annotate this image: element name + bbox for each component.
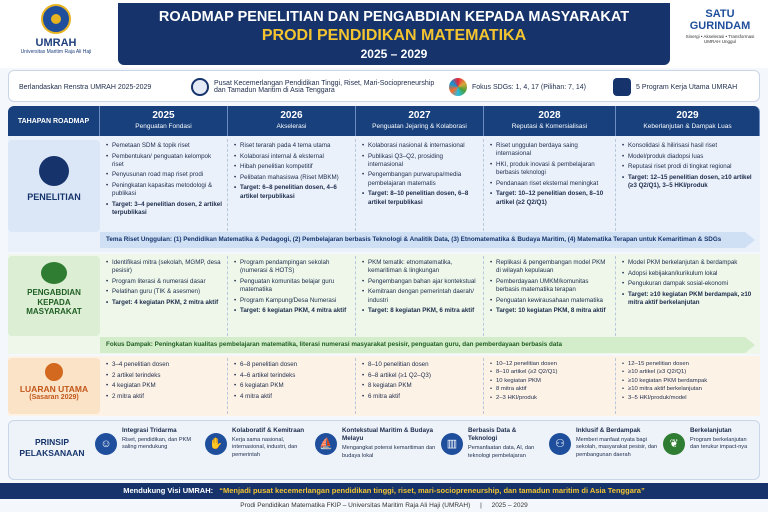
- principle-item: [441, 427, 547, 477]
- people-icon: ☺: [95, 433, 117, 455]
- roadmap-table: [8, 106, 760, 416]
- list-item: • 8–10 artikel (≥2 Q2/Q1): [490, 369, 611, 376]
- list-item: • Pengukuran dampak sosial-ekonomi: [622, 280, 756, 288]
- pengabdian-cell-2027: [356, 256, 484, 336]
- principle-title: Kontekstual Maritim & Budaya Melayu: [342, 427, 433, 443]
- principle-item: [95, 427, 203, 477]
- list-item: • Adopsi kebijakan/kurikulum lokal: [622, 270, 756, 278]
- list-item: • Program pendampingan sekolah (numerasi & HOTS): [234, 259, 351, 276]
- penelitian-label-box: [8, 140, 100, 232]
- vision-bar: [0, 483, 768, 499]
- list-item: • Pelibatan mahasiswa (Riset MBKM): [234, 174, 351, 182]
- list-item: • Model/produk diadopsi luas: [622, 153, 756, 161]
- list-item: • 6–8 artikel (≥1 Q2–Q3): [362, 372, 479, 380]
- year-header: [100, 106, 228, 136]
- list-item: • 10 kegiatan PKM: [490, 378, 611, 385]
- pengabdian-cell-2028: [484, 256, 616, 336]
- footer-period: 2025 – 2029: [491, 502, 528, 509]
- principle-desc: Riset, pendidikan, dan PKM saling mendukung: [122, 437, 192, 451]
- header: [0, 0, 768, 68]
- list-item: • ≥10 mitra aktif berkelanjutan: [622, 386, 756, 393]
- umrah-name: UMRAH: [35, 37, 77, 49]
- list-item: • Pengembangan bahan ajar kontekstual: [362, 278, 479, 286]
- list-item: • Peningkatan kapasitas metodologi & publikasi: [106, 182, 223, 199]
- footer-separator: |: [480, 502, 482, 509]
- year-theme: Akselerasi: [276, 123, 307, 130]
- year-label: 2029: [676, 110, 699, 121]
- sdgs-text: Fokus SDGs: 1, 4, 17 (Pilihan: 7, 14): [472, 83, 586, 91]
- list-item: • Publikasi Q3–Q2, prosiding internasional: [362, 153, 479, 170]
- logo-sub: UMRAH Unggul: [703, 39, 736, 44]
- penelitian-label: PENELITIAN: [27, 192, 81, 202]
- title-banner: [118, 3, 670, 65]
- luaran-cell-2028: [484, 358, 616, 414]
- list-item: • 4 kegiatan PKM: [106, 382, 223, 390]
- principles-panel: [8, 420, 760, 480]
- year-header: [484, 106, 616, 136]
- list-item: • 12–15 penelitian dosen: [622, 361, 756, 368]
- page-title: ROADMAP PENELITIAN DAN PENGABDIAN KEPADA MASYARAKAT: [158, 9, 630, 25]
- luaran-cell-2026: [228, 358, 356, 414]
- target-icon: [45, 363, 63, 381]
- target-item: • Target: 10–12 penelitian dosen, 8–10 artikel (≥2 Q2/Q1): [490, 190, 611, 207]
- list-item: • 6 kegiatan PKM: [234, 382, 351, 390]
- year-header: [356, 106, 484, 136]
- list-item: • 8 kegiatan PKM: [362, 382, 479, 390]
- umrah-logo: [8, 4, 104, 64]
- principle-title: Inklusif & Berdampak: [576, 427, 641, 434]
- principle-item: [315, 427, 439, 477]
- page-subtitle: PRODI PENDIDIKAN MATEMATIKA: [261, 27, 527, 44]
- list-item: • 2–3 HKI/produk: [490, 395, 611, 402]
- table-corner-label: TAHAPAN ROADMAP: [8, 106, 100, 136]
- gear-people-icon: [613, 78, 631, 96]
- year-label: 2026: [280, 110, 303, 121]
- list-item: • Reputasi riset prodi di tingkat regional: [622, 163, 756, 171]
- center-item: [191, 71, 447, 103]
- list-item: • 6–8 penelitian dosen: [234, 361, 351, 369]
- research-theme-banner: Tema Riset Unggulan: (1) Pendidikan Matematika & Pedagogi, (2) Pembelajaran berbasis Teknologi & Analitik Data, (3) Etnomatematika & Budaya Maritim, (4) Matematika Terapan untuk Kemaritiman & SDGs: [100, 232, 745, 248]
- list-item: • Pemberdayaan UMKM/komunitas berbasis matematika terapan: [490, 278, 611, 295]
- list-item: • PKM tematik: etnomatematika, kemaritiman & lingkungan: [362, 259, 479, 276]
- programs-text: 5 Program Kerja Utama UMRAH: [636, 83, 738, 91]
- handshake-icon: ✋: [205, 433, 227, 455]
- vision-text: “Menjadi pusat kecemerlangan pendidikan tinggi, riset, mari-sociopreneurship, dan tamadun maritim di Asia Tenggara”: [219, 486, 645, 495]
- principle-desc: Kerja sama nasional, internasional, industri, dan pemerintah: [232, 437, 298, 458]
- list-item: • Replikasi & pengembangan model PKM di wilayah kepulauan: [490, 259, 611, 276]
- target-item: • Target: 12–15 penelitian dosen, ≥10 artikel (≥3 Q2/Q1), 3–5 HKI/produk: [622, 174, 756, 191]
- list-item: • 4–6 artikel terindeks: [234, 372, 351, 380]
- list-item: • HKI, produk inovasi & pembelajaran berbasis teknologi: [490, 161, 611, 178]
- gurindam-text: GURINDAM: [689, 20, 751, 32]
- list-item: • Model PKM berkelanjutan & berdampak: [622, 259, 756, 267]
- renstra-item: [19, 71, 189, 103]
- principle-item: [205, 427, 313, 477]
- target-item: • Target: 6 kegiatan PKM, 4 mitra aktif: [234, 307, 351, 315]
- list-item: • Kemitraan dengan pemerintah daerah/ industri: [362, 288, 479, 305]
- list-item: • ≥10 kegiatan PKM berdampak: [622, 378, 756, 385]
- year-theme: Penguatan Jejaring & Kolaborasi: [372, 123, 467, 130]
- penelitian-cell-2027: [356, 139, 484, 231]
- penelitian-cell-2029: [616, 139, 760, 231]
- target-item: • Target: 3–4 penelitian dosen, 2 artikel terpublikasi: [106, 201, 223, 218]
- pengabdian-label: PENGABDIAN KEPADA MASYARAKAT: [26, 288, 82, 317]
- list-item: • Pembentukan/ penguatan kelompok riset: [106, 153, 223, 170]
- list-item: • Konsolidasi & hilirisasi hasil riset: [622, 142, 756, 150]
- sdgs-item: [449, 71, 609, 103]
- year-theme: Penguatan Fondasi: [135, 123, 192, 130]
- list-item: • ≥10 artikel (≥3 Q2/Q1): [622, 369, 756, 376]
- target-item: • Target: 10 kegiatan PKM, 8 mitra aktif: [490, 307, 611, 315]
- satu-text: SATU: [705, 8, 735, 20]
- pengabdian-cell-2026: [228, 256, 356, 336]
- penelitian-cell-2028: [484, 139, 616, 231]
- list-item: • Program Kampung/Desa Numerasi: [234, 297, 351, 305]
- list-item: • Identifikasi mitra (sekolah, MGMP, desa pesisir): [106, 259, 223, 276]
- principle-item: [663, 427, 757, 477]
- list-item: • Penguatan komunitas belajar guru matematika: [234, 278, 351, 295]
- list-item: • Penyusunan road map riset prodi: [106, 171, 223, 179]
- pengabdian-cell-2029: [616, 256, 760, 336]
- list-item: • Pelatihan guru (TIK & asesmen): [106, 288, 223, 296]
- penelitian-cell-2026: [228, 139, 356, 231]
- principles-title: PRINSIP PELAKSANAAN: [19, 437, 85, 459]
- principle-desc: Mengangkat potensi kemaritiman dan budaya lokal: [342, 445, 436, 459]
- year-header: [228, 106, 356, 136]
- vision-label: Mendukung Visi UMRAH:: [123, 486, 214, 495]
- luaran-label-box: [8, 358, 100, 414]
- programs-item: [613, 71, 758, 103]
- principle-title: Berbasis Data & Teknologi: [468, 427, 517, 443]
- list-item: • 3–5 HKI/produk/model: [622, 395, 756, 402]
- community-icon: [41, 262, 67, 284]
- principle-title: Kolaboratif & Kemitraan: [232, 427, 305, 434]
- footer: [0, 499, 768, 512]
- principle-title: Berkelanjutan: [690, 427, 732, 434]
- list-item: • 8–10 penelitian dosen: [362, 361, 479, 369]
- list-item: • 4 mitra aktif: [234, 393, 351, 401]
- list-item: • Pendanaan riset eksternal meningkat: [490, 180, 611, 188]
- ship-icon: ⛵: [315, 433, 337, 455]
- luaran-label: LUARAN UTAMA: [19, 384, 89, 394]
- center-text: Pusat Kecemerlangan Pendidikan Tinggi, Riset, Mari-Sociopreneurship dan Tamadun Maritim di Asia Tenggara: [214, 80, 435, 94]
- impact-focus-banner: Fokus Dampak: Peningkatan kualitas pembelajaran matematika, literasi numerasi masyarakat pesisir, penguatan guru, dan pemberdayaan berbasis data: [100, 337, 745, 353]
- satu-gurindam-logo: [676, 8, 764, 64]
- year-header: [616, 106, 760, 136]
- luaran-cell-2029: [616, 358, 760, 414]
- list-item: • 2 artikel terindeks: [106, 372, 223, 380]
- luaran-cell-2025: [100, 358, 228, 414]
- principle-item: [549, 427, 661, 477]
- logo-tagline: Sinergi • Akselerasi • Transformasi: [685, 34, 755, 39]
- umrah-seal-icon: [41, 4, 71, 34]
- year-label: 2027: [408, 110, 431, 121]
- luaran-cell-2027: [356, 358, 484, 414]
- list-item: • Kolaborasi nasional & internasional: [362, 142, 479, 150]
- microscope-icon: [39, 156, 69, 186]
- umrah-full-name: Universitas Maritim Raja Ali Haji: [20, 49, 92, 55]
- year-theme: Reputasi & Komersialisasi: [511, 123, 588, 130]
- principle-desc: Pemanfaatan data, AI, dan teknologi pembelajaran: [468, 445, 535, 459]
- list-item: • Pemetaan SDM & topik riset: [106, 142, 223, 150]
- list-item: • Penguatan kewirausahaan matematika: [490, 297, 611, 305]
- luaran-sublabel: (Sasaran 2029): [29, 394, 79, 401]
- renstra-text: Berlandaskan Renstra UMRAH 2025-2029: [19, 83, 152, 91]
- penelitian-cell-2025: [100, 139, 228, 231]
- list-item: • 2 mitra aktif: [106, 393, 223, 401]
- sdgs-wheel-icon: [449, 78, 467, 96]
- target-icon: [191, 78, 209, 96]
- target-item: • Target: 4 kegiatan PKM, 2 mitra aktif: [106, 299, 223, 307]
- list-item: • Riset unggulan berdaya saing internasional: [490, 142, 611, 159]
- pengabdian-cell-2025: [100, 256, 228, 336]
- target-item: • Target: 8 kegiatan PKM, 6 mitra aktif: [362, 307, 479, 315]
- list-item: • 3–4 penelitian dosen: [106, 361, 223, 369]
- list-item: • Kolaborasi internal & eksternal: [234, 153, 351, 161]
- principle-desc: Memberi manfaat nyata bagi sekolah, masyarakat pesisir, dan pembangunan daerah: [576, 437, 658, 458]
- target-item: • Target: ≥10 kegiatan PKM berdampak, ≥10 mitra aktif berkelanjutan: [622, 291, 756, 308]
- list-item: • 6 mitra aktif: [362, 393, 479, 401]
- list-item: • 8 mitra aktif: [490, 386, 611, 393]
- footer-institution: Prodi Pendidikan Matematika FKIP – Universitas Maritim Raja Ali Haji (UMRAH): [240, 502, 471, 509]
- list-item: • Riset terarah pada 4 tema utama: [234, 142, 351, 150]
- principle-title: Integrasi Tridarma: [122, 427, 177, 434]
- target-item: • Target: 6–8 penelitian dosen, 4–6 artikel terpublikasi: [234, 184, 351, 201]
- pengabdian-label-box: [8, 256, 100, 336]
- community-icon: ⚇: [549, 433, 571, 455]
- basis-bar: [8, 70, 760, 102]
- leaf-icon: ❦: [663, 433, 685, 455]
- year-label: 2028: [538, 110, 561, 121]
- list-item: • Hibah penelitian kompetitif: [234, 163, 351, 171]
- list-item: • 10–12 penelitian dosen: [490, 361, 611, 368]
- year-label: 2025: [152, 110, 175, 121]
- target-item: • Target: 8–10 penelitian dosen, 6–8 artikel terpublikasi: [362, 190, 479, 207]
- page-period: 2025 – 2029: [360, 47, 428, 61]
- principle-desc: Program berkelanjutan dan terukur impact-nya: [690, 437, 748, 451]
- list-item: • Pengembangan purwarupa/media pembelajaran matematis: [362, 171, 479, 188]
- list-item: • Program literasi & numerasi dasar: [106, 278, 223, 286]
- chart-icon: ▥: [441, 433, 463, 455]
- year-theme: Keberlanjutan & Dampak Luas: [643, 123, 732, 130]
